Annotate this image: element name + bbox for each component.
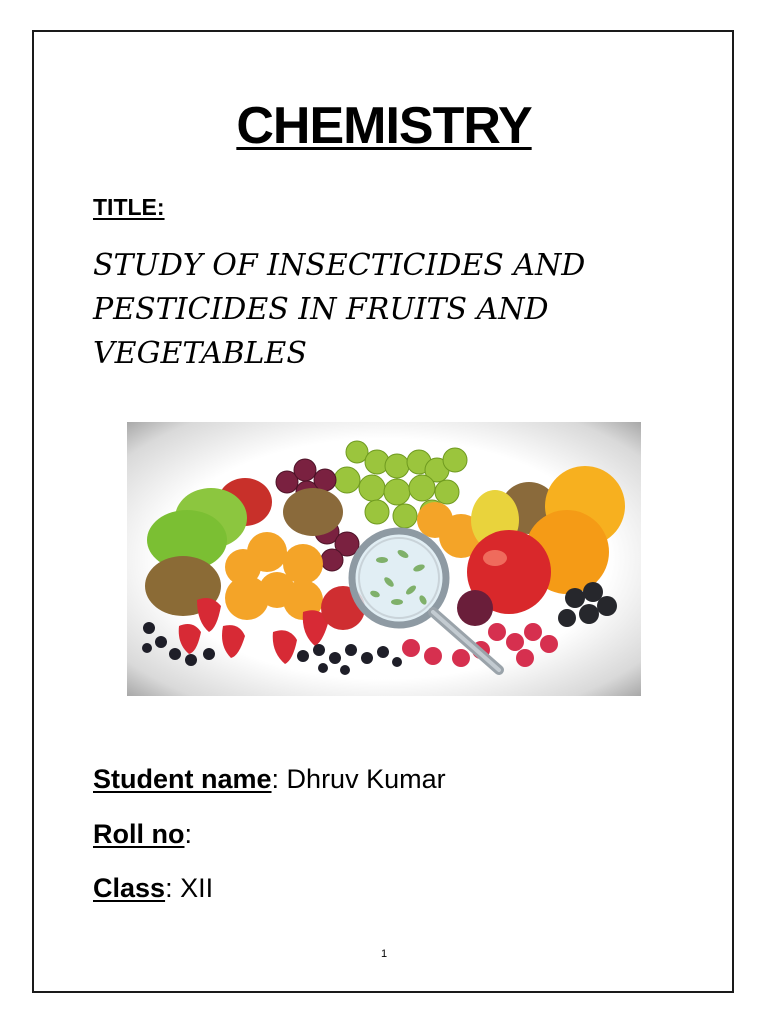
class-row: [93, 871, 213, 905]
plum: [457, 590, 493, 626]
raspberries: [402, 623, 558, 667]
page-number: 1: [380, 948, 388, 960]
title-label: TITLE:: [93, 194, 165, 220]
project-title: STUDY OF INSECTICIDES AND PESTICIDES IN FRUITS AND VEGETABLES: [93, 248, 586, 371]
kiwi: [283, 488, 343, 536]
roll-no-row: [93, 817, 192, 851]
roll-no-label: Roll no: [93, 819, 185, 849]
fruits-magnifier-illustration: [127, 422, 641, 696]
student-name-value: Dhruv Kumar: [279, 764, 446, 794]
class-label: Class: [93, 873, 166, 903]
roll-no-separator: :: [184, 819, 192, 849]
student-name-separator: :: [271, 764, 280, 794]
fruits-image: [127, 422, 641, 696]
main-heading: CHEMISTRY: [236, 97, 532, 155]
class-value: XII: [172, 873, 214, 903]
student-name-label: Student name: [93, 764, 272, 794]
student-name-row: [93, 762, 446, 796]
class-separator: :: [165, 873, 173, 903]
